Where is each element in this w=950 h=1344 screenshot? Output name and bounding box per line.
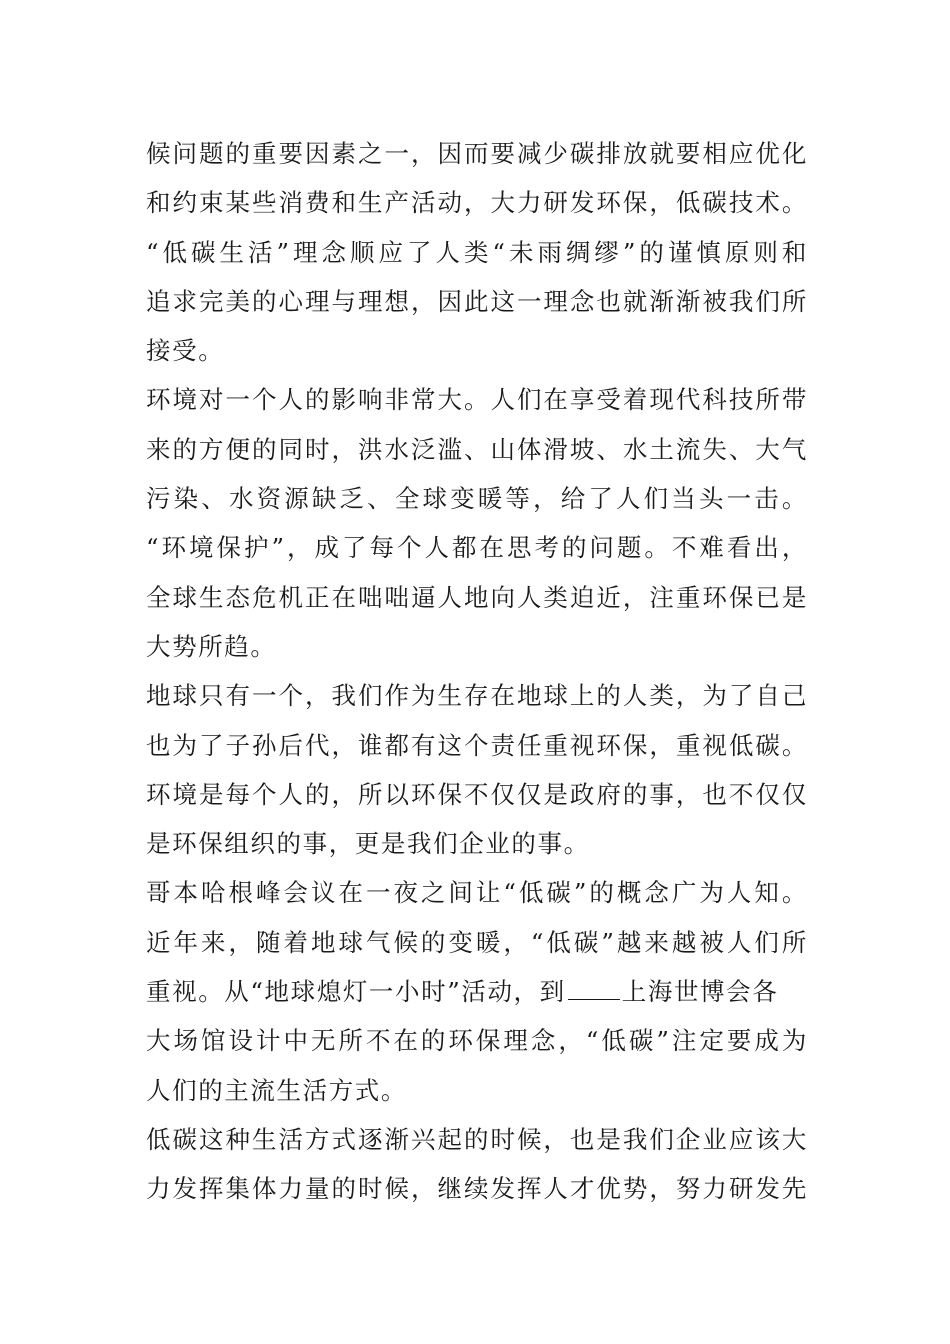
fill-in-blank: [568, 977, 620, 1000]
text-line: 大场馆设计中无所不在的环保理念，“低碳”注定要成为: [146, 1026, 808, 1056]
text-line: 低碳这种生活方式逐渐兴起的时候，也是我们企业应该大: [146, 1124, 808, 1154]
text-line: 地球只有一个，我们作为生存在地球上的人类，为了自己: [146, 681, 808, 711]
text-segment: 重视。从“地球熄灯一小时”活动，到: [146, 977, 566, 1007]
text-line: 环境是每个人的，所以环保不仅仅是政府的事，也不仅仅: [146, 779, 808, 809]
paragraph: [146, 129, 808, 375]
paragraph: [146, 868, 808, 1114]
text-line: 近年来，随着地球气候的变暖，“低碳”越来越被人们所: [146, 927, 808, 957]
text-line: 环境对一个人的影响非常大。人们在享受着现代科技所带: [146, 385, 808, 415]
text-line: 人们的主流生活方式。: [146, 1075, 407, 1105]
paragraph: [146, 671, 808, 868]
text-line: 污染、水资源缺乏、全球变暖等，给了人们当头一击。: [146, 484, 808, 514]
text-segment: 上海世博会各: [621, 977, 779, 1007]
text-line: 是环保组织的事，更是我们企业的事。: [146, 829, 590, 859]
document-body: [146, 129, 808, 1214]
text-line: 哥本哈根峰会议在一夜之间让“低碳”的概念广为人知。: [146, 878, 808, 908]
text-line: 力发挥集体力量的时候，继续发挥人才优势，努力研发先: [146, 1174, 808, 1204]
paragraph: [146, 375, 808, 671]
text-line: “环境保护”，成了每个人都在思考的问题。不难看出，: [146, 533, 808, 563]
text-line: 候问题的重要因素之一，因而要减少碳排放就要相应优化: [146, 139, 808, 168]
text-line: 和约束某些消费和生产活动，大力研发环保，低碳技术。: [146, 188, 808, 218]
text-line-with-blank: [146, 967, 808, 1016]
text-line: 追求完美的心理与理想，因此这一理念也就渐渐被我们所: [146, 286, 808, 316]
text-line: 接受。: [146, 336, 225, 366]
text-line: 大势所趋。: [146, 631, 277, 661]
text-line: 也为了子孙后代，谁都有这个责任重视环保，重视低碳。: [146, 730, 808, 760]
paragraph: [146, 1115, 808, 1214]
text-line: “低碳生活”理念顺应了人类“未雨绸缪”的谨慎原则和: [146, 237, 808, 267]
text-line: 全球生态危机正在咄咄逼人地向人类迫近，注重环保已是: [146, 582, 808, 612]
text-line: 来的方便的同时，洪水泛滥、山体滑坡、水土流失、大气: [146, 434, 808, 464]
